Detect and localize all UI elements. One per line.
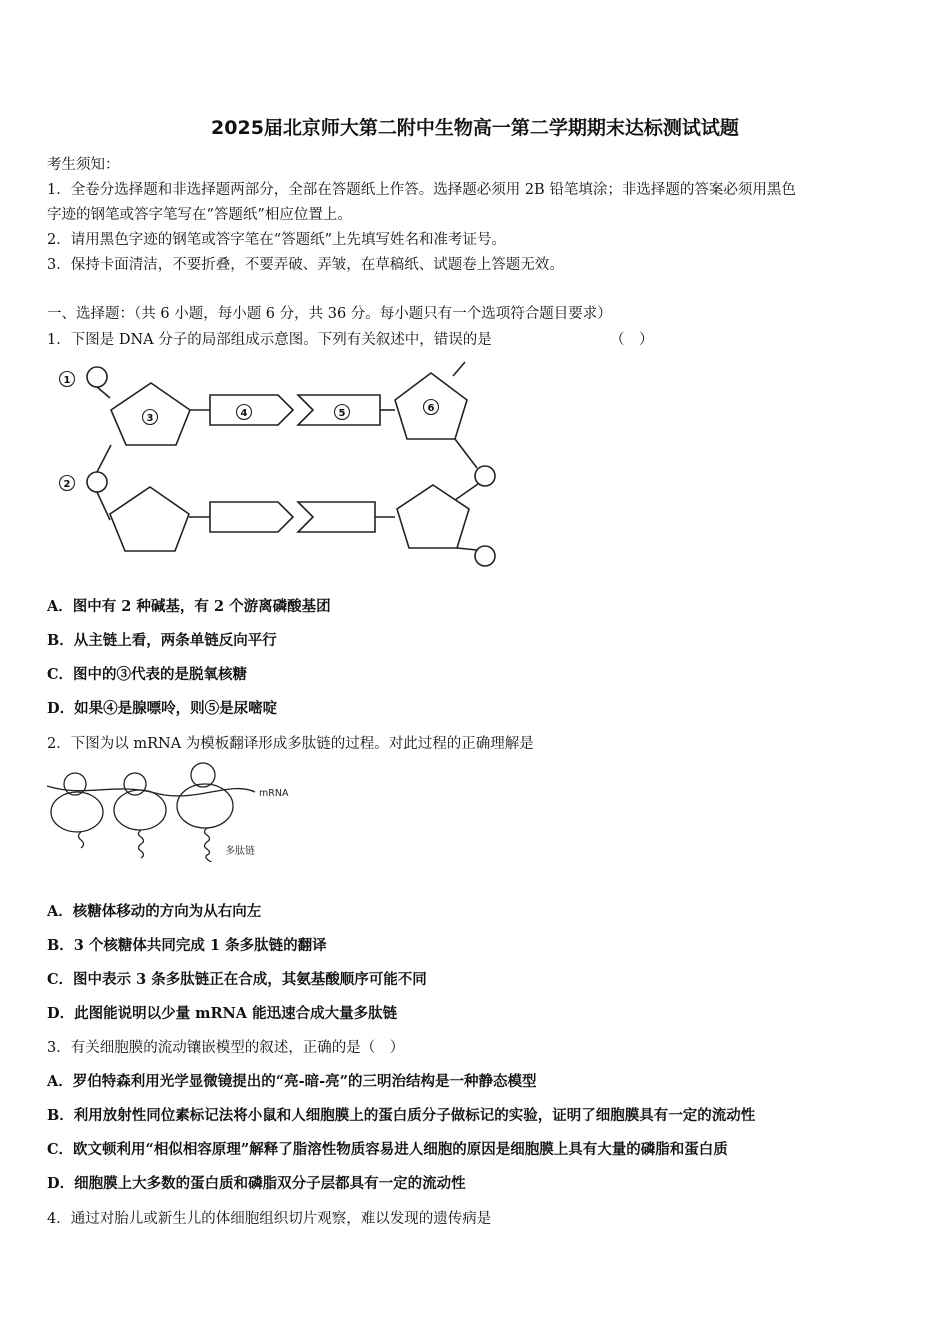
deoxyribose-bottom-left <box>110 487 189 551</box>
q1-option-a: A．图中有 2 种碱基，有 2 个游离磷酸基团 <box>47 598 331 615</box>
ribosome-large-2 <box>114 790 166 830</box>
q1-stem: 1．下图是 DNA 分子的局部组成示意图。下列有关叙述中，错误的是 <box>47 332 492 348</box>
notice-line-1a: 1．全卷分选择题和非选择题两部分，全部在答题纸上作答。选择题必须用 2B 铅笔填涂；非选择题的答案必须用黑色 <box>47 182 796 198</box>
section-heading: 一、选择题：（共 6 小题，每小题 6 分，共 36 分。每小题只有一个选项符合题目要求） <box>47 306 612 322</box>
peptide-chain-3 <box>205 828 214 862</box>
q2-option-b: B．3 个核糖体共同完成 1 条多肽链的翻译 <box>47 937 327 954</box>
notice-line-2: 2．请用黑色字迹的钢笔或答字笔在“答题纸”上先填写姓名和准考证号。 <box>47 232 507 248</box>
base-bottom-right <box>298 502 375 532</box>
ribosome-large-3 <box>177 784 233 828</box>
q1-option-b: B．从主链上看，两条单链反向平行 <box>47 632 277 649</box>
notice-line-1b: 字迹的钢笔或答字笔写在“答题纸”相应位置上。 <box>47 207 352 223</box>
q2-option-c: C．图中表示 3 条多肽链正在合成，其氨基酸顺序可能不同 <box>47 971 427 988</box>
q2-option-a: A．核糖体移动的方向为从右向左 <box>47 903 262 920</box>
peptide-label: 多肽链 <box>225 846 255 857</box>
svg-text:6: 6 <box>427 403 435 414</box>
q3-option-c: C．欧文顿利用“相似相容原理”解释了脂溶性物质容易进人细胞的原因是细胞膜上具有大量的磷脂和蛋白质 <box>47 1141 728 1158</box>
q3-option-a: A．罗伯特森利用光学显微镜提出的“亮-暗-亮”的三明治结构是一种静态模型 <box>47 1073 537 1090</box>
phosphate-top-left <box>87 367 107 387</box>
base-bottom-left <box>210 502 293 532</box>
translation-diagram <box>45 762 305 862</box>
notice-heading: 考生须知： <box>47 157 120 173</box>
q4-stem: 4．通过对胎儿或新生儿的体细胞组织切片观察，难以发现的遗传病是 <box>47 1211 492 1227</box>
q3-option-b: B．利用放射性同位素标记法将小鼠和人细胞膜上的蛋白质分子做标记的实验，证明了细胞膜具有一定的流动性 <box>47 1107 756 1124</box>
q1-answer-bracket: （ ） <box>610 332 654 348</box>
dna-diagram <box>45 360 515 575</box>
q3-option-d: D．细胞膜上大多数的蛋白质和磷脂双分子层都具有一定的流动性 <box>47 1175 466 1192</box>
peptide-chain-2 <box>139 830 144 858</box>
q2-option-d: D．此图能说明以少量 mRNA 能迅速合成大量多肽链 <box>47 1005 398 1022</box>
phosphate-bottom-right <box>475 546 495 566</box>
q1-option-d: D．如果④是腺嘌呤，则⑤是尿嘧啶 <box>47 700 278 717</box>
svg-text:5: 5 <box>338 408 346 419</box>
svg-text:2: 2 <box>63 479 71 490</box>
page-title: 2025届北京师大第二附中生物高一第二学期期末达标测试试题 <box>211 117 739 139</box>
phosphate-left-middle <box>87 472 107 492</box>
deoxyribose-bottom-right <box>397 485 469 548</box>
q1-option-c: C．图中的③代表的是脱氧核糖 <box>47 666 248 683</box>
notice-line-3: 3．保持卡面清洁，不要折叠，不要弄破、弄皱，在草稿纸、试题卷上答题无效。 <box>47 257 564 273</box>
ribosome-small-2 <box>124 773 146 795</box>
svg-text:1: 1 <box>63 375 71 386</box>
mrna-label: mRNA <box>259 788 289 799</box>
svg-text:3: 3 <box>146 413 154 424</box>
phosphate-right-middle <box>475 466 495 486</box>
peptide-chain-1 <box>79 832 84 848</box>
ribosome-large-1 <box>51 792 103 832</box>
svg-text:4: 4 <box>240 408 248 419</box>
q3-stem: 3．有关细胞膜的流动镶嵌模型的叙述，正确的是（ ） <box>47 1040 405 1056</box>
q2-stem: 2．下图为以 mRNA 为模板翻译形成多肽链的过程。对此过程的正确理解是 <box>47 736 534 752</box>
